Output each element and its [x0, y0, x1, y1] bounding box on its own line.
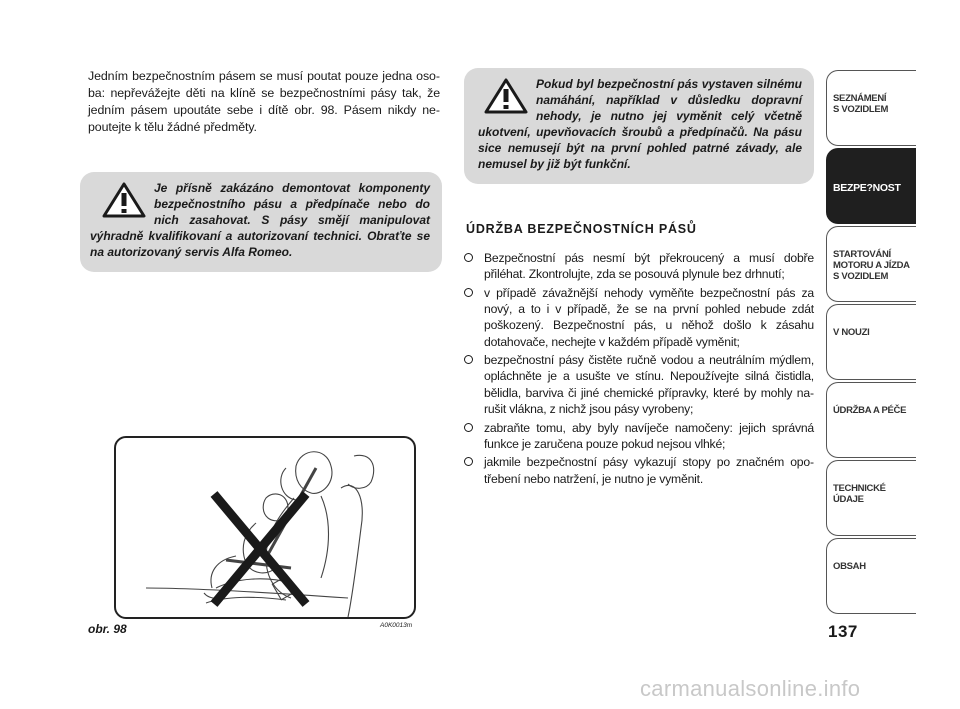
seat-belt-child-illustration: [116, 438, 414, 617]
circle-bullet-icon: [464, 457, 473, 466]
circle-bullet-icon: [464, 423, 473, 432]
figure-illustration: [114, 436, 416, 619]
bullet-list: [462, 250, 814, 489]
warning-triangle-icon: [484, 78, 528, 114]
circle-bullet-icon: [464, 355, 473, 364]
warning-box-left: [80, 172, 442, 272]
chapter-tabs: [826, 70, 916, 616]
tab-technicke-udaje[interactable]: TECHNICKÉ ÚDAJE: [826, 460, 916, 536]
tab-seznameni[interactable]: SEZNÁMENÍ S VOZIDLEM: [826, 70, 916, 146]
tab-v-nouzi[interactable]: V NOUZI: [826, 304, 916, 380]
list-item: zabraňte tomu, aby byly navíječe namočeny: jejich správná funkce je zaručena pouze pokud nejsou vlhké;: [462, 420, 814, 452]
tab-startovani[interactable]: STARTOVÁNÍ MOTORU A JÍZDA S VOZIDLEM: [826, 226, 916, 302]
circle-bullet-icon: [464, 253, 473, 262]
tab-obsah[interactable]: OBSAH: [826, 538, 916, 614]
warning-text-right: Pokud byl bezpečnostní pás vystaven silnému namáhání, například v důsledku dopravní nehody, je nutno jej vyměnit celý včetně ukotvení, upevňovacích šroubů a předpínačů. Na pásu sice nemusejí být na první pohled patrné závady, ale nemusel by již být funkční.: [478, 77, 802, 171]
tab-bezpecnost[interactable]: BEZPE?NOST: [826, 148, 916, 224]
figure-caption: obr. 98: [88, 622, 127, 636]
list-item: Bezpečnostní pás nesmí být překroucený a musí dobře přiléhat. Zkontrolujte, zda se posouvá plynule bez drhnutí;: [462, 250, 814, 282]
watermark: carmanualsonline.info: [640, 676, 861, 701]
warning-box-right: [464, 68, 814, 184]
circle-bullet-icon: [464, 288, 473, 297]
figure-code: A0K0013m: [380, 622, 413, 629]
list-item: jakmile bezpečnostní pásy vykazují stopy po značném opotřebení nebo natržení, je nutno je vyměnit.: [462, 454, 814, 486]
tab-udrzba[interactable]: ÚDRŽBA A PÉČE: [826, 382, 916, 458]
intro-paragraph: Jedním bezpečnostním pásem se musí poutat pouze jedna osoba: nepřevážejte děti na klíně se bezpečnostními pásy tak, že jedním pásem upoutáte sebe i dítě obr. 98. Pásem nikdy nepoutejte k tělu žádné předměty.: [88, 69, 440, 134]
warning-text-left: Je přísně zakázáno demontovat komponenty bezpečnostního pásu a předpínače nebo do nich zasahovat. S pásy smějí manipulovat výhradně kvalifikovaní a autorizovaní technici. Obraťte se na autorizovaný servis Alfa Romeo.: [90, 181, 430, 259]
page-number: 137: [828, 622, 858, 641]
list-item: v případě závažnější nehody vyměňte bezpečnostní pás za nový, a to i v případě, že se na první pohled nebude zdát poškozený. Bezpečnostní pás, u něhož došlo k zásahu dotahovače, nechejte v každém případě vyměnit;: [462, 285, 814, 350]
section-title: ÚDRŽBA BEZPEČNOSTNÍCH PÁSŮ: [466, 222, 697, 236]
list-item: bezpečnostní pásy čistěte ručně vodou a neutrálním mýdlem, opláchněte je a usušte ve stínu. Nepoužívejte silná čistidla, bělidla, barviva či jiné chemické přípravky, které by mohly narušit vlákna, z nichž jsou pásy vyrobeny;: [462, 352, 814, 417]
warning-triangle-icon: [102, 182, 146, 218]
